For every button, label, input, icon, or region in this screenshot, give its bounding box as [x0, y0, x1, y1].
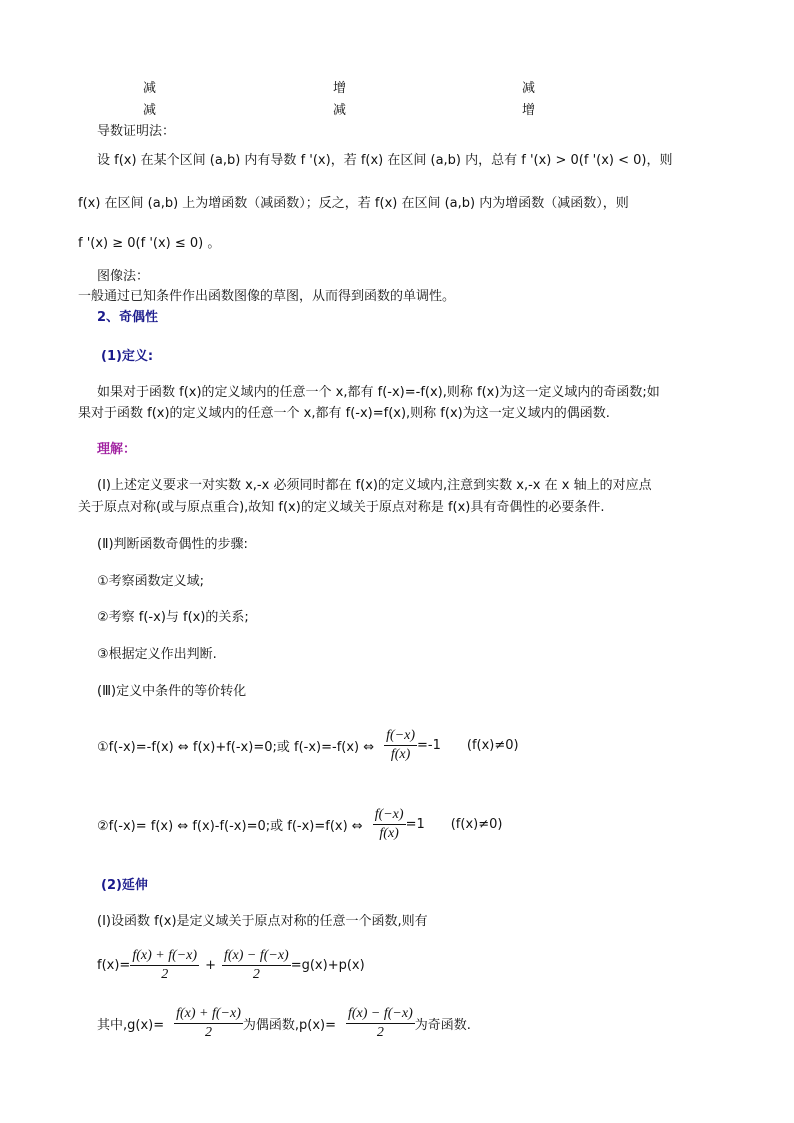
fraction-denominator: f(x) — [379, 825, 399, 841]
item-1-line-2: 关于原点对称(或与原点重合),故知 f(x)的定义域关于原点对称是 f(x)具有奇偶性的必要条件. — [78, 500, 605, 515]
definition-heading: (1)定义: — [101, 349, 154, 364]
equivalence-condition: (f(x)≠0) — [450, 816, 503, 832]
definition-line-2: 果对于函数 f(x)的定义域内的任意一个 x,都有 f(-x)=f(x),则称 f(x)为这一定义域内的偶函数. — [78, 406, 610, 421]
graph-title: 图像法： — [97, 269, 150, 284]
graph-text: 一般通过已知条件作出函数图像的草图，从而得到函数的单调性。 — [78, 289, 456, 304]
equivalence-left: ②f(-x)= f(x) ⇔ f(x)-f(-x)=0;或 f(-x)=f(x) ⇔ — [97, 818, 363, 834]
section-heading-parity: 2、奇偶性 — [97, 310, 159, 325]
formula-rhs: =g(x)+p(x) — [290, 957, 365, 973]
table-row-1 — [0, 77, 794, 97]
formula-plus: + — [205, 957, 216, 973]
fraction-numerator: f(x) + f(−x) — [174, 1006, 243, 1024]
fraction-denominator: 2 — [252, 966, 260, 982]
derivative-line-2: f(x) 在区间 (a,b) 上为增函数（减函数）；反之，若 f(x) 在区间 (a,b) 内为增函数（减函数），则 — [78, 196, 629, 211]
equivalence-right: =1 — [405, 816, 425, 832]
fraction-denominator: 2 — [161, 966, 169, 982]
fraction — [130, 948, 199, 983]
formula-lhs: f(x)= — [97, 957, 131, 973]
equivalence-2 — [97, 801, 502, 847]
item-2: (Ⅱ)判断函数奇偶性的步骤: — [97, 537, 248, 552]
fraction — [373, 807, 406, 842]
item-3: (Ⅲ)定义中条件的等价转化 — [97, 684, 247, 699]
table-row-2 — [0, 99, 794, 119]
table-cell: 增 — [522, 103, 536, 118]
where-prefix: 其中,g(x)= — [97, 1017, 165, 1033]
fraction-numerator: f(x) + f(−x) — [130, 948, 199, 966]
table-cell: 减 — [522, 81, 536, 96]
fraction — [222, 948, 291, 983]
table-cell: 减 — [143, 81, 157, 96]
equivalence-left: ①f(-x)=-f(x) ⇔ f(x)+f(-x)=0;或 f(-x)=-f(x) ⇔ — [97, 739, 375, 755]
fraction-numerator: f(x) − f(−x) — [346, 1006, 415, 1024]
step-2: ②考察 f(-x)与 f(x)的关系; — [97, 610, 249, 625]
understanding-label: 理解： — [97, 442, 137, 457]
item-1-line-1: (Ⅰ)上述定义要求一对实数 x,-x 必须同时都在 f(x)的定义域内,注意到实数 x,-x 在 x 轴上的对应点 — [97, 478, 652, 493]
table-cell: 减 — [143, 103, 157, 118]
extension-heading: (2)延伸 — [101, 878, 148, 893]
fraction — [346, 1006, 415, 1041]
where-suffix: 为奇函数. — [414, 1017, 471, 1033]
definition-line-1: 如果对于函数 f(x)的定义域内的任意一个 x,都有 f(-x)=-f(x),则称 f(x)为这一定义域内的奇函数;如 — [97, 385, 660, 400]
fraction-numerator: f(−x) — [384, 728, 417, 746]
fraction — [384, 728, 417, 763]
fraction-denominator: f(x) — [390, 746, 411, 762]
decomposition-formula — [97, 944, 365, 986]
step-3: ③根据定义作出判断. — [97, 647, 217, 662]
fraction-denominator: 2 — [205, 1024, 212, 1040]
extension-line-1: (Ⅰ)设函数 f(x)是定义域关于原点对称的任意一个函数,则有 — [97, 914, 428, 929]
fraction-numerator: f(x) − f(−x) — [222, 948, 291, 966]
step-1: ①考察函数定义域; — [97, 574, 205, 589]
derivative-title: 导数证明法： — [97, 124, 176, 139]
fraction — [174, 1006, 243, 1041]
derivative-line-1: 设 f(x) 在某个区间 (a,b) 内有导数 f '(x)，若 f(x) 在区间 (a,b) 内，总有 f '(x) > 0(f '(x) < 0)，则 — [97, 153, 673, 168]
decomposition-where — [97, 1002, 471, 1044]
equivalence-right: =-1 — [417, 737, 441, 753]
fraction-numerator: f(−x) — [373, 807, 406, 825]
derivative-line-3: f '(x) ≥ 0(f '(x) ≤ 0) 。 — [78, 236, 221, 251]
table-cell: 减 — [333, 103, 347, 118]
table-cell: 增 — [333, 81, 347, 96]
fraction-denominator: 2 — [376, 1024, 384, 1040]
equivalence-condition: (f(x)≠0) — [466, 737, 519, 753]
equivalence-1 — [97, 722, 519, 768]
where-mid: 为偶函数,p(x)= — [242, 1017, 336, 1033]
